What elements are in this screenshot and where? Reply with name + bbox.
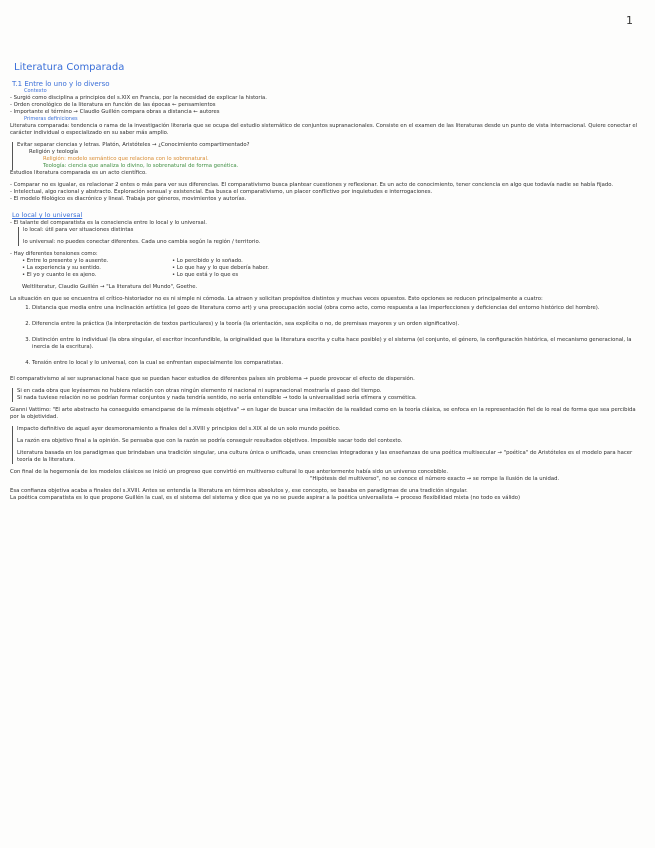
tension-item: • Lo que hay y lo que debería haber.: [172, 265, 269, 271]
tension-item: • Lo que está y lo que es: [172, 272, 239, 278]
comparar-line: - Comparar no es igualar, es relacionar 2 entes o más para ver sus diferencias. El comparativismo busca plantear cuestiones y reflexionar. Es un acto de conocimiento, tener conciencia en algo que todavía nadie se había fijado.: [10, 182, 614, 188]
document-title: Literatura Comparada: [14, 62, 125, 73]
multiverso-note: "Hipótesis del multiverso", no se conoce el número exacto → se rompe la ilusión de la unidad.: [310, 476, 560, 482]
notes-content: [10, 62, 642, 502]
tensiones-list: [10, 258, 642, 279]
situacion-text: La situación en que se encuentra el crítico-historiador no es ni simple ni cómoda. La atraen y solicitan propósitos distintos y muchas veces opuestos. Esto opciones se reducen principalmente a cuatro:: [10, 296, 543, 302]
weltliteratur-text: Weltliteratur, Claudio Guillén → "La literatura del Mundo", Goethe.: [22, 284, 198, 290]
contexto-label: Contexto: [24, 88, 47, 94]
tension-item: • El yo y cuanto le es ajeno.: [22, 272, 97, 278]
teologia-text: Teología: ciencia que analiza lo divino, lo sobrenatural de forma genética.: [43, 163, 239, 169]
impacto-line: Impacto definitivo de aquel ayer desmoronamiento a finales del s.XVIII y principios del s.XIX al de un solo mundo poético.: [17, 426, 341, 432]
final-text: Con final de la hegemonía de los modelos clásicos se inició un progreso que convirtió en multiverso cultural lo que anteriormente había sido un universo concebible.: [10, 469, 449, 475]
opcion-item: 1. Distancia que media entre una inclinación artística (el gozo de literatura como art) y una preocupación social (obra como acto, como respuesta a las imperfecciones y deficiencias del entorno histórico del hombre).: [32, 305, 642, 312]
contexto-line: - Orden cronológico de la literatura en función de las épocas ← pensamientos: [10, 102, 216, 108]
separar-text: Evitar separar ciencias y letras. Platón, Aristóteles → ¿Conocimiento compartimentado?: [17, 142, 250, 148]
definiciones-label: Primeras definiciones: [24, 116, 78, 122]
religion-label: Religión y teología: [29, 149, 78, 155]
impacto-line: La razón era objetivo final a la opinión. Se pensaba que con la razón se podría conseguir resultados objetivos. Imposible sacar todo del contexto.: [17, 438, 403, 444]
opcion-item: 3. Distinción entre lo individual (la obra singular, el escritor inconfundible, la originalidad que la literatura escrita y culta hace posible) y el sistema (el conjunto, el género, la configuración histórica, el mecanismo generacional, la inercia de la escritura).: [32, 337, 642, 351]
comparar-line: - El modelo filológico es diacrónico y lineal. Trabaja por géneros, movimientos y autorías.: [10, 196, 247, 202]
opciones-list: [10, 305, 642, 367]
obra-line: Si en cada obra que leyésemos no hubiera relación con otras ningún elemento ni nacional ni supranacional mostraría el paso del tiempo.: [17, 388, 382, 394]
universal-text: lo universal: no puedes conectar diferentes. Cada uno cambia según la región / territorio.: [23, 239, 261, 245]
opcion-item: 4. Tensión entre lo local y lo universal, con la cual se enfrentan especialmente los comparatistas.: [32, 360, 642, 367]
talante-text: - El talante del comparatista es la consciencia entre lo local y lo universal.: [10, 220, 207, 226]
comparar-line: - Intelectual, algo racional y abstracto. Exploración sensual y existencial. Esa busca el comparativismo, un placer conflictivo por inquietudes e interrogaciones.: [10, 189, 433, 195]
vattimo-text: Gianni Vattimo: "El arte abstracto ha conseguido emanciparse de la mímesis objetiva" → en lugar de buscar una imitación de la realidad como en la teoría clásica, se enfoca en la representación fiel de lo real de forma que sea percibida por la objetividad.: [10, 407, 636, 420]
definicion-text: Literatura comparada: tendencia o rama de la investigación literaria que se ocupa del estudio sistemático de conjuntos supranacionales. Consiste en el examen de las literaturas desde un punto de vista internacional. Quiere conectar el carácter individual o especializado en su saber más amplio.: [10, 123, 638, 136]
tension-item: • La experiencia y su sentido.: [22, 265, 101, 271]
contexto-line: - Surgió como disciplina a principios del s.XIX en Francia, por la necesidad de explicar la historia.: [10, 95, 267, 101]
page-number: 1: [626, 14, 633, 27]
contexto-line: - Importante el término → Claudio Guillén compara obras a distancia ← autores: [10, 109, 220, 115]
confianza-line: Esa confianza objetiva acaba a finales del s.XVIII. Antes se entendía la literatura en términos absolutos y, ese concepto, se basaba en paradigmas de una tradición singular.: [10, 488, 468, 494]
supranacional-text: El comparativismo al ser supranacional hace que se puedan hacer estudios de diferentes países sin problema → puede provocar el efecto de dispersión.: [10, 376, 415, 382]
impacto-line: Literatura basada en los paradigmas que brindaban una tradición singular, una cultura única o unificada, unas creencias integradoras y las enseñanzas de una poética multisecular → "poética" de Aristóteles es el modelo para hacer teoría de la literatura.: [17, 450, 633, 463]
tension-item: • Entre lo presente y lo ausente.: [22, 258, 109, 264]
section2-heading: Lo local y lo universal: [12, 211, 83, 219]
confianza-line: La poética comparatista es lo que propone Guillén la cual, es el sistema del sistema y dice que ya no se puede aspirar a la poética universalista → proceso flexibilidad mixta (no todo es válido): [10, 495, 521, 501]
tension-item: • Lo percibido y lo soñado.: [172, 258, 243, 264]
religion-text: Religión: modelo semántico que relaciona con lo sobrenatural.: [43, 156, 209, 162]
tensiones-label: - Hay diferentes tensiones como:: [10, 251, 98, 257]
section1-heading: T.1 Entre lo uno y lo diverso: [12, 80, 110, 88]
opcion-item: 2. Diferencia entre la práctica (la interpretación de textos particulares) y la teoría (la orientación, sea explícita o no, de premisas mayores y un orden significativo).: [32, 321, 642, 328]
local-text: lo local: útil para ver situaciones distintas: [23, 227, 134, 233]
estudios-text: Estudios literatura comparada es un acto científico.: [10, 170, 147, 176]
obra-line: Si nada tuviese relación no se podrían formar conjuntos y nada tendría sentido, no sería entendible → todo la universalidad sería efímera y cosmética.: [17, 395, 417, 401]
